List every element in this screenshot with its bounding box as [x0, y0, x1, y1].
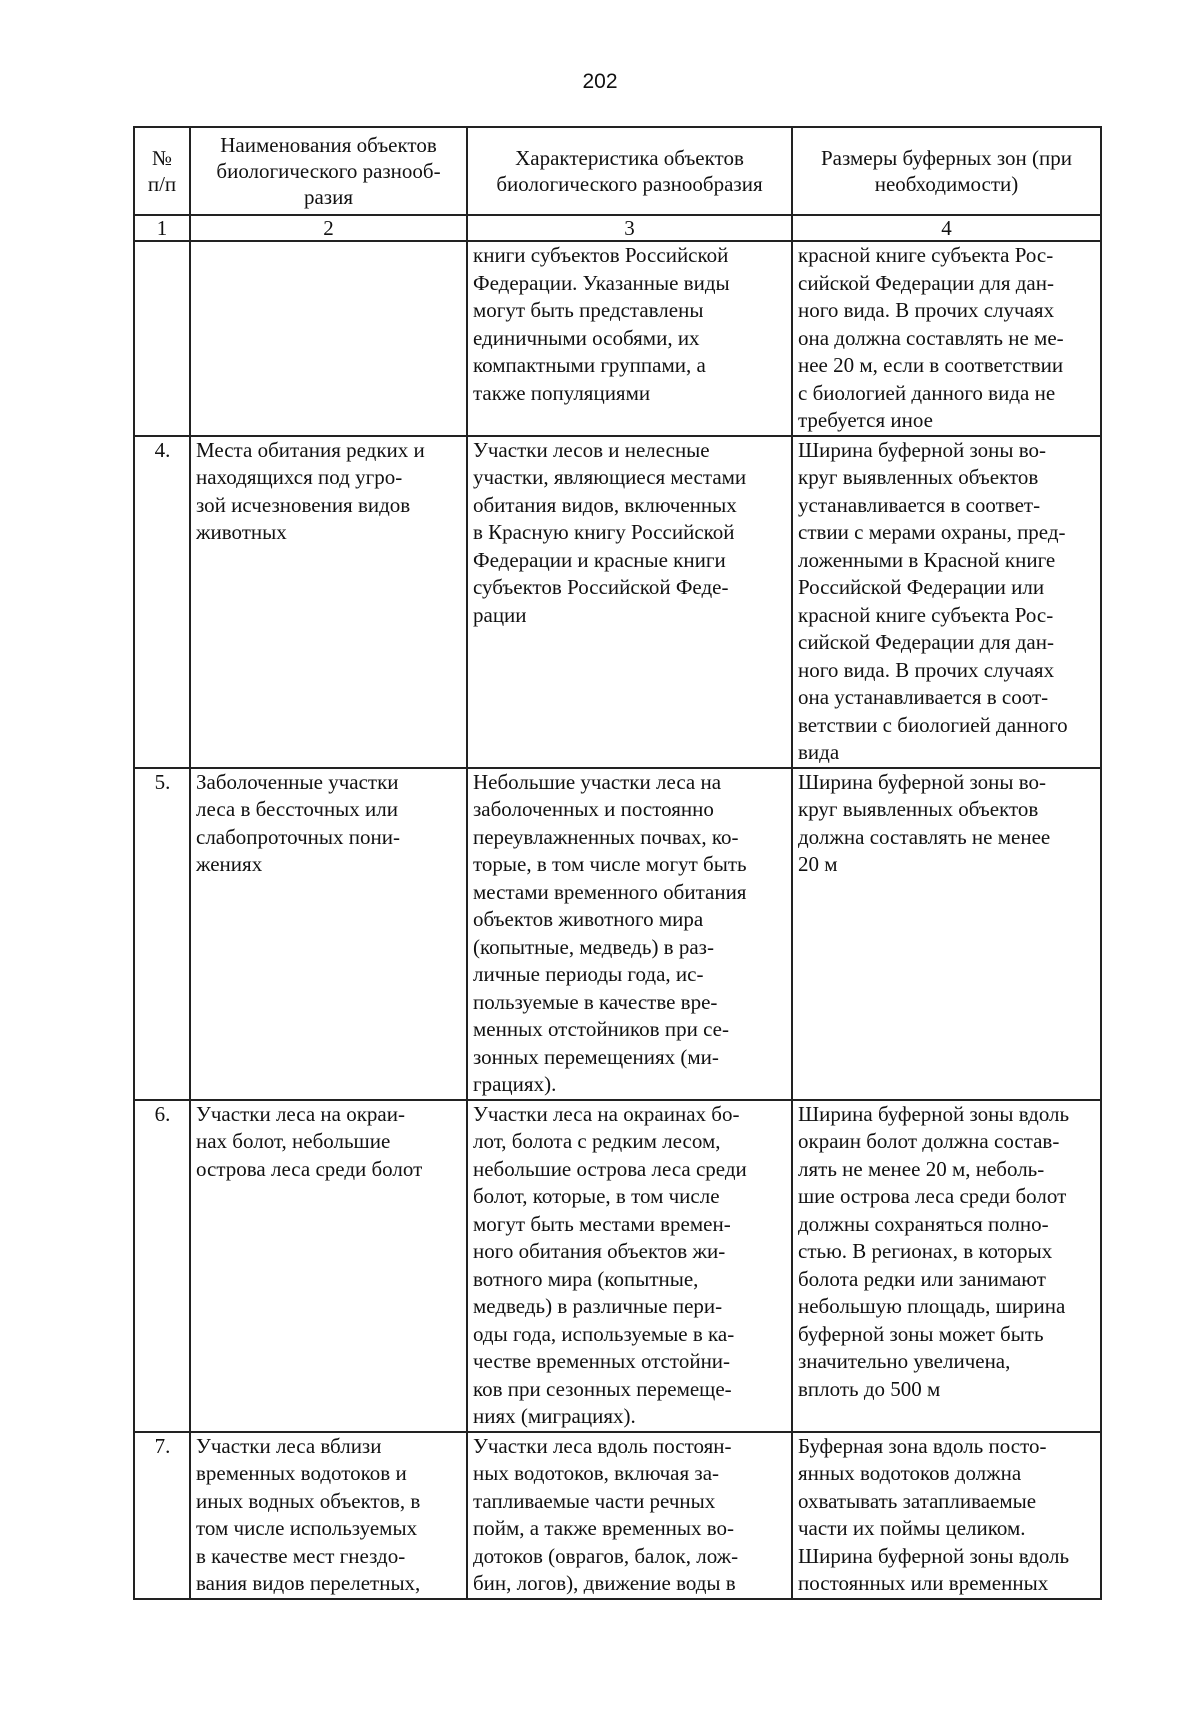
cell-text-line: Ширина буферной зоны вдоль — [798, 1101, 1070, 1126]
cell-text-line: круг выявленных объектов — [798, 465, 1039, 489]
cell-text-line: Заболоченные участки — [196, 769, 399, 794]
cell-text-line: ного обитания объектов жи- — [473, 1239, 726, 1263]
cell-text-line: рации — [473, 602, 527, 627]
cell-text-line: Ширина буферной зоны во- — [798, 437, 1047, 462]
cell-text-line: животных — [196, 520, 287, 544]
cell-text-line: жениях — [196, 852, 263, 876]
cell-text-line: п/п — [147, 172, 177, 196]
cell-text-line: шие острова леса среди болот — [798, 1184, 1067, 1208]
cell-text-line: пользуемые в качестве вре- — [473, 989, 718, 1014]
row-buffer-size — [792, 768, 1101, 1100]
cell-text-line: (копытные, медведь) в раз- — [473, 934, 714, 959]
cell-text-line: должна составлять не менее — [798, 824, 1051, 849]
column-number: 1 — [134, 215, 190, 241]
cell-text-line: зой исчезновения видов — [196, 492, 411, 517]
cell-text-line: небольшие острова леса среди — [473, 1156, 747, 1181]
row-characteristic — [467, 436, 792, 768]
cell-text-line: могут быть местами времен- — [473, 1211, 731, 1236]
column-number: 2 — [190, 215, 467, 241]
cell-text-line: Буферная зона вдоль посто- — [798, 1433, 1047, 1458]
cell-text-line: вида — [798, 740, 840, 764]
cell-text-line: постоянных или временных — [798, 1571, 1049, 1595]
row-number: 7. — [134, 1432, 190, 1599]
header-number — [134, 127, 190, 215]
cell-text-line: временных водотоков и — [196, 1461, 407, 1485]
cell-text-line: значительно увеличена, — [798, 1349, 1011, 1373]
cell-text-line: обитания видов, включенных — [473, 492, 737, 517]
cell-text-line: Ширина буферной зоны во- — [798, 769, 1047, 794]
cell-text-line: стью. В регионах, в которых — [798, 1239, 1053, 1263]
row-characteristic — [467, 1100, 792, 1432]
cell-text-line: небольшую площадь, ширина — [798, 1294, 1066, 1318]
row-characteristic — [467, 768, 792, 1100]
table-row — [134, 768, 1101, 1100]
cell-text-line: разия — [303, 185, 353, 209]
cell-text-line: нах болот, небольшие — [196, 1129, 391, 1153]
cell-text-line: иных водных объектов, в — [196, 1488, 421, 1513]
cell-text-line: буферной зоны может быть — [798, 1321, 1044, 1346]
table-row — [134, 241, 1101, 436]
row-number — [134, 241, 190, 436]
cell-text-line: острова леса среди болот — [196, 1156, 423, 1181]
cell-text-line: пойм, а также временных во- — [473, 1516, 735, 1540]
cell-text-line: объектов животного мира — [473, 907, 704, 931]
cell-text-line: Федерации. Указанные виды — [473, 270, 730, 295]
cell-text-line: оды года, используемые в ка- — [473, 1321, 735, 1346]
cell-text-line: болота редки или занимают — [798, 1266, 1046, 1291]
cell-text-line: охватывать затапливаемые — [798, 1488, 1037, 1513]
cell-text-line: грациях). — [473, 1072, 557, 1096]
cell-text-line: в качестве мест гнездо- — [196, 1543, 406, 1568]
cell-text-line: единичными особями, их — [473, 325, 700, 350]
cell-text-line: лот, болота с редким лесом, — [473, 1129, 721, 1153]
cell-text-line: тапливаемые части речных — [473, 1488, 716, 1513]
cell-text-line: ветствии с биологией данного — [798, 712, 1068, 737]
cell-text-line: ков при сезонных перемеще- — [473, 1376, 732, 1401]
cell-text-line: биологического разнооб- — [216, 159, 441, 183]
cell-text-line: слабопроточных пони- — [196, 824, 400, 849]
row-buffer-size — [792, 1100, 1101, 1432]
cell-text-line: ложенными в Красной книге — [798, 547, 1056, 572]
row-buffer-size — [792, 241, 1101, 436]
cell-text-line: болот, которые, в том числе — [473, 1184, 720, 1208]
cell-text-line: нее 20 м, если в соответствии — [798, 353, 1064, 377]
cell-text-line: сийской Федерации для дан- — [798, 630, 1054, 654]
row-number: 6. — [134, 1100, 190, 1432]
header-name — [190, 127, 467, 215]
table-row — [134, 1100, 1101, 1432]
cell-text-line: 20 м — [798, 852, 838, 876]
cell-text-line: Места обитания редких и — [196, 437, 425, 462]
cell-text-line: Участки леса на окраинах бо- — [473, 1101, 740, 1126]
cell-text-line: янных водотоков должна — [798, 1461, 1022, 1485]
cell-text-line: дотоков (оврагов, балок, лож- — [473, 1543, 739, 1568]
cell-text-line: субъектов Российской Феде- — [473, 575, 729, 599]
cell-text-line: леса в бессточных или — [196, 797, 399, 821]
cell-text-line: требуется иное — [798, 408, 933, 432]
table-row — [134, 436, 1101, 768]
cell-text-line: ного вида. В прочих случаях — [798, 657, 1055, 682]
cell-text-line: биологического разнообразия — [496, 172, 763, 196]
row-object-name — [190, 1100, 467, 1432]
cell-text-line: окраин болот должна состав- — [798, 1129, 1060, 1153]
cell-text-line: она устанавливается в соот- — [798, 685, 1049, 709]
biodiversity-table — [133, 126, 1102, 1600]
cell-text-line: местами временного обитания — [473, 879, 747, 904]
cell-text-line: менных отстойников при се- — [473, 1017, 729, 1041]
cell-text-line: участки, являющиеся местами — [473, 465, 747, 489]
row-characteristic — [467, 1432, 792, 1599]
cell-text-line: необходимости) — [874, 172, 1019, 196]
cell-text-line: зонных перемещениях (ми- — [473, 1044, 719, 1069]
cell-text-line: № — [151, 146, 173, 170]
cell-text-line: вания видов перелетных, — [196, 1571, 421, 1595]
row-object-name — [190, 768, 467, 1100]
row-object-name — [190, 241, 467, 436]
header-buffer — [792, 127, 1101, 215]
cell-text-line: Небольшие участки леса на — [473, 769, 722, 794]
row-characteristic — [467, 241, 792, 436]
cell-text-line: Характеристика объектов — [515, 146, 744, 170]
row-buffer-size — [792, 1432, 1101, 1599]
cell-text-line: с биологией данного вида не — [798, 380, 1056, 405]
cell-text-line: устанавливается в соответ- — [798, 492, 1041, 517]
cell-text-line: Участки леса вблизи — [196, 1433, 382, 1458]
row-object-name — [190, 436, 467, 768]
header-characteristic — [467, 127, 792, 215]
cell-text-line: вплоть до 500 м — [798, 1376, 941, 1401]
cell-text-line: в Красную книгу Российской — [473, 520, 735, 544]
cell-text-line: круг выявленных объектов — [798, 797, 1039, 821]
cell-text-line: она должна составлять не ме- — [798, 325, 1064, 350]
cell-text-line: Ширина буферной зоны вдоль — [798, 1543, 1070, 1568]
header-row — [134, 127, 1101, 215]
cell-text-line: заболоченных и постоянно — [473, 797, 714, 821]
cell-text-line: Участки лесов и нелесные — [473, 437, 710, 462]
cell-text-line: том числе используемых — [196, 1516, 418, 1540]
cell-text-line: могут быть представлены — [473, 298, 704, 322]
row-buffer-size — [792, 436, 1101, 768]
column-number-row — [134, 215, 1101, 241]
cell-text-line: также популяциями — [473, 380, 651, 405]
cell-text-line: красной книге субъекта Рос- — [798, 243, 1054, 267]
cell-text-line: находящихся под угро- — [196, 465, 403, 489]
cell-text-line: Наименования объектов — [220, 133, 437, 157]
cell-text-line: Участки леса на окраи- — [196, 1101, 405, 1126]
cell-text-line: компактными группами, а — [473, 353, 706, 377]
column-number: 4 — [792, 215, 1101, 241]
cell-text-line: сийской Федерации для дан- — [798, 270, 1054, 295]
cell-text-line: Размеры буферных зон (при — [821, 146, 1072, 170]
cell-text-line: переувлажненных почвах, ко- — [473, 824, 739, 849]
cell-text-line: торые, в том числе могут быть — [473, 852, 747, 876]
column-number: 3 — [467, 215, 792, 241]
cell-text-line: ствии с мерами охраны, пред- — [798, 520, 1066, 544]
row-number: 5. — [134, 768, 190, 1100]
cell-text-line: Федерации и красные книги — [473, 547, 726, 572]
cell-text-line: Участки леса вдоль постоян- — [473, 1433, 732, 1458]
cell-text-line: Российской Федерации или — [798, 575, 1045, 599]
cell-text-line: части их поймы целиком. — [798, 1516, 1026, 1540]
page-number: 202 — [582, 70, 618, 93]
cell-text-line: честве временных отстойни- — [473, 1349, 731, 1373]
cell-text-line: вотного мира (копытные, — [473, 1266, 699, 1291]
row-object-name — [190, 1432, 467, 1599]
cell-text-line: бин, логов), движение воды в — [473, 1571, 736, 1595]
row-number: 4. — [134, 436, 190, 768]
table-row — [134, 1432, 1101, 1599]
cell-text-line: книги субъектов Российской — [473, 243, 729, 267]
cell-text-line: ных водотоков, включая за- — [473, 1461, 720, 1485]
cell-text-line: лять не менее 20 м, неболь- — [798, 1156, 1045, 1181]
cell-text-line: красной книге субъекта Рос- — [798, 602, 1054, 627]
cell-text-line: должны сохраняться полно- — [798, 1211, 1049, 1236]
cell-text-line: личные периоды года, ис- — [473, 962, 704, 986]
cell-text-line: ниях (миграциях). — [473, 1404, 636, 1428]
cell-text-line: ного вида. В прочих случаях — [798, 298, 1055, 322]
cell-text-line: медведь) в различные пери- — [473, 1294, 723, 1318]
